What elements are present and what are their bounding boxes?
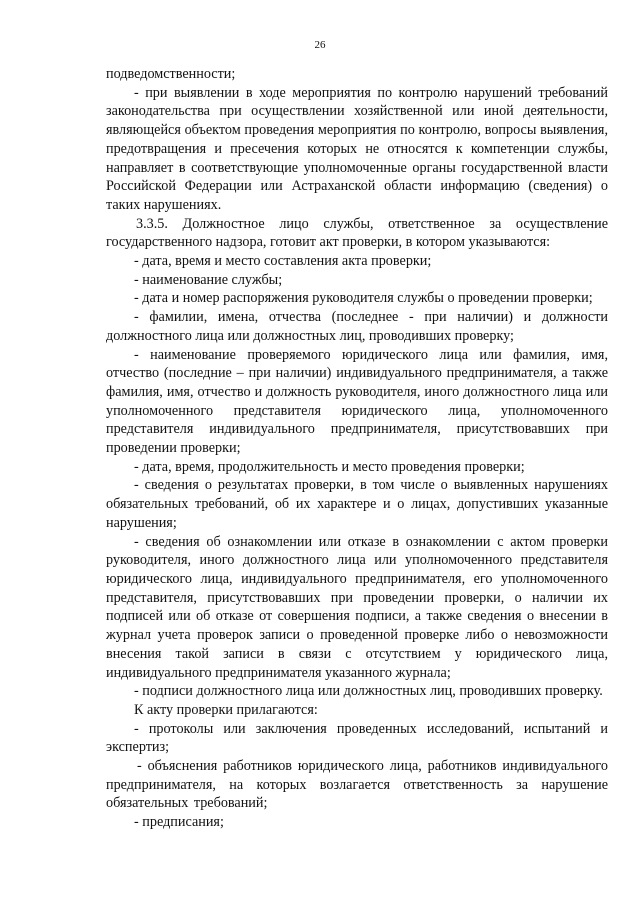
document-paragraph: - подписи должностного лица или должностных лиц, проводивших проверку. [134,683,603,700]
document-paragraph: - фамилии, имена, отчества (последнее - при наличии) и должности должностного лица или должностных лиц, проводивших проверку; [106,309,608,344]
document-body [106,65,608,832]
document-paragraph: - протоколы или заключения проведенных исследований, испытаний и экспертиз; [106,720,608,756]
document-paragraph: - дата, время, продолжительность и место проведения проверки; [134,458,525,475]
document-paragraph: 3.3.5. Должностное лицо службы, ответственное за осуществление государственного надзора, готовит акт проверки, в котором указываются: [106,215,608,251]
document-paragraph: - при выявлении в ходе мероприятия по контролю нарушений требований законодательства при осуществлении хозяйственной или иной деятельности, являющейся объектом проведения мероприятия по контролю, вопросы выявления, предотвращения и пресечения которых не относятся к компетенции службы, направляет в соответствующие уполномоченные органы государственной власти Российской Федерации или Астраханской области информацию (сведения) о таких нарушениях. [106,84,608,213]
document-paragraph: - дата и номер распоряжения руководителя службы о проведении проверки; [134,290,593,307]
document-paragraph: - наименование проверяемого юридического лица или фамилия, имя, отчество (последние – при наличии) индивидуального предпринимателя, а также фамилия, имя, отчество и должность руководителя, иного должностного лица или уполномоченного представителя юридического лица, уполномоченного представителя индивидуального предпринимателя, присутствовавших при проведении проверки; [106,346,608,457]
document-paragraph: К акту проверки прилагаются: [134,701,318,718]
document-paragraph: - сведения об ознакомлении или отказе в ознакомлении с актом проверки руководителя, иного должностного лица или уполномоченного представителя юридического лица, индивидуального предпринимателя, его уполномоченного представителя, присутствовавших при проведении проверки, о наличии их подписей или об отказе от совершения подписи, а также сведения о внесении в журнал учета проверок записи о проведенной проверке либо о невозможности внесения такой записи в связи с отсутствием у юридического лица, индивидуального предпринимателя указанного журнала; [106,533,608,681]
document-paragraph: - дата, время и место составления акта проверки; [134,253,432,270]
document-paragraph: - предписания; [134,814,224,831]
document-paragraph: - наименование службы; [134,271,283,288]
document-paragraph: подведомственности; [106,66,236,82]
document-paragraph: - сведения о результатах проверки, в том числе о выявленных нарушениях обязательных требований, об их характере и о лицах, допустивших указанные нарушения; [106,477,608,531]
document-paragraph: - объяснения работников юридического лица, работников индивидуального предпринимателя, на которых возлагается ответственность за нарушение обязательных требований; [106,758,608,812]
page-number: 26 [314,39,326,51]
